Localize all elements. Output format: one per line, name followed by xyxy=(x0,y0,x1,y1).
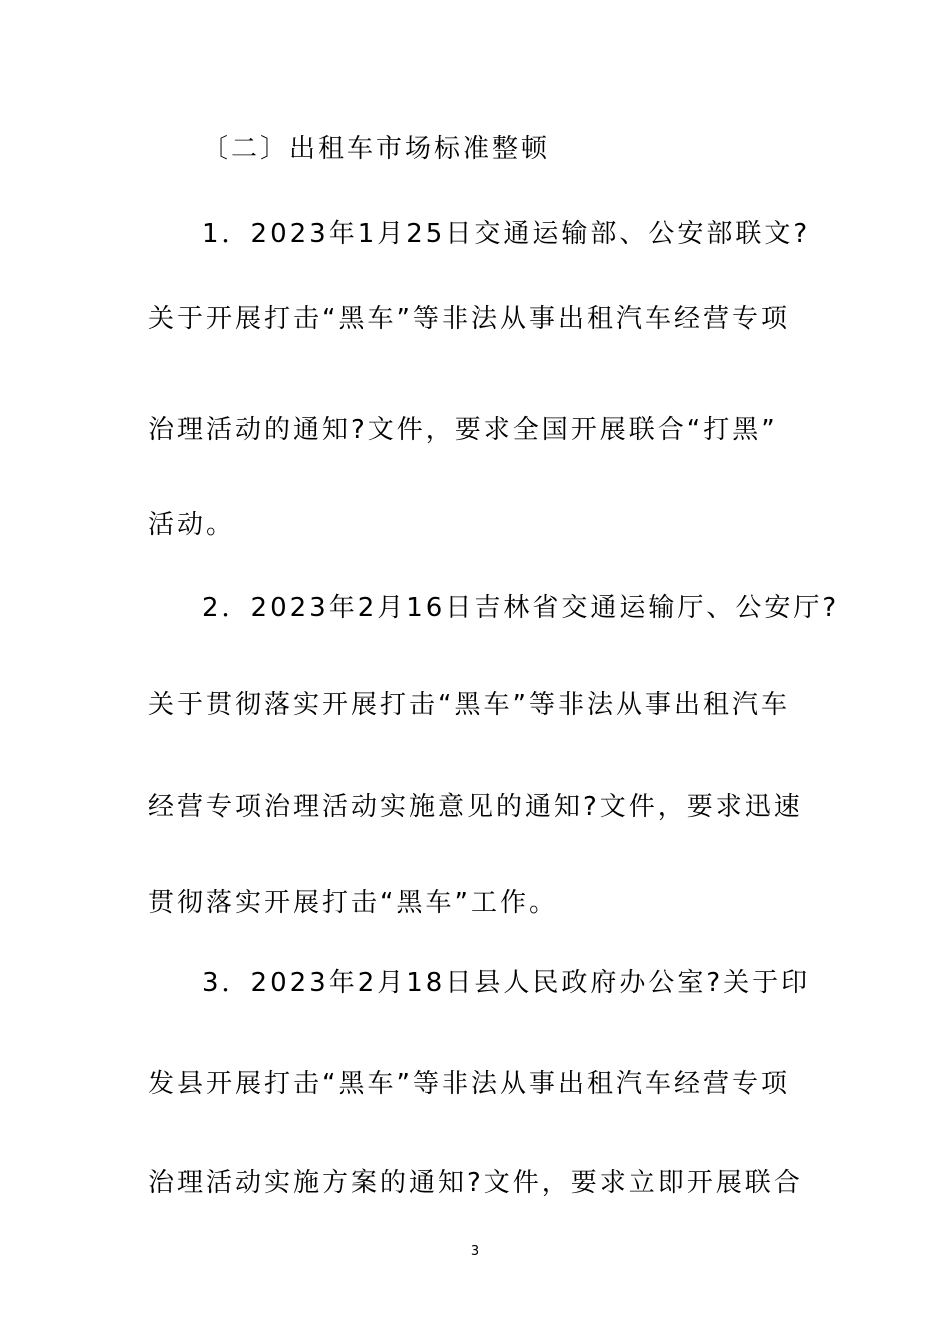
paragraph-1-line-1: 1．2023年1月25日交通运输部、公安部联文? xyxy=(202,219,811,249)
paragraph-3-line-3: 治理活动实施方案的通知?文件，要求立即开展联合 xyxy=(148,1168,803,1198)
paragraph-2-line-4: 贯彻落实开展打击“黑车”工作。 xyxy=(148,888,558,918)
section-heading: 〔二〕出租车市场标准整顿 xyxy=(202,134,551,164)
paragraph-2-line-3: 经营专项治理活动实施意见的通知?文件，要求迅速 xyxy=(148,792,803,822)
paragraph-1-line-3: 治理活动的通知?文件，要求全国开展联合“打黑” xyxy=(148,415,778,445)
page-number: 3 xyxy=(470,1244,480,1259)
paragraph-3-line-2: 发县开展打击“黑车”等非法从事出租汽车经营专项 xyxy=(148,1069,790,1099)
paragraph-1-line-2: 关于开展打击“黑车”等非法从事出租汽车经营专项 xyxy=(148,304,790,334)
paragraph-2-line-1: 2．2023年2月16日吉林省交通运输厅、公安厅? xyxy=(202,593,840,623)
paragraph-3-line-1: 3．2023年2月18日县人民政府办公室?关于印 xyxy=(202,968,811,998)
paragraph-2-line-2: 关于贯彻落实开展打击“黑车”等非法从事出租汽车 xyxy=(148,690,790,720)
paragraph-1-line-4: 活动。 xyxy=(148,510,236,540)
